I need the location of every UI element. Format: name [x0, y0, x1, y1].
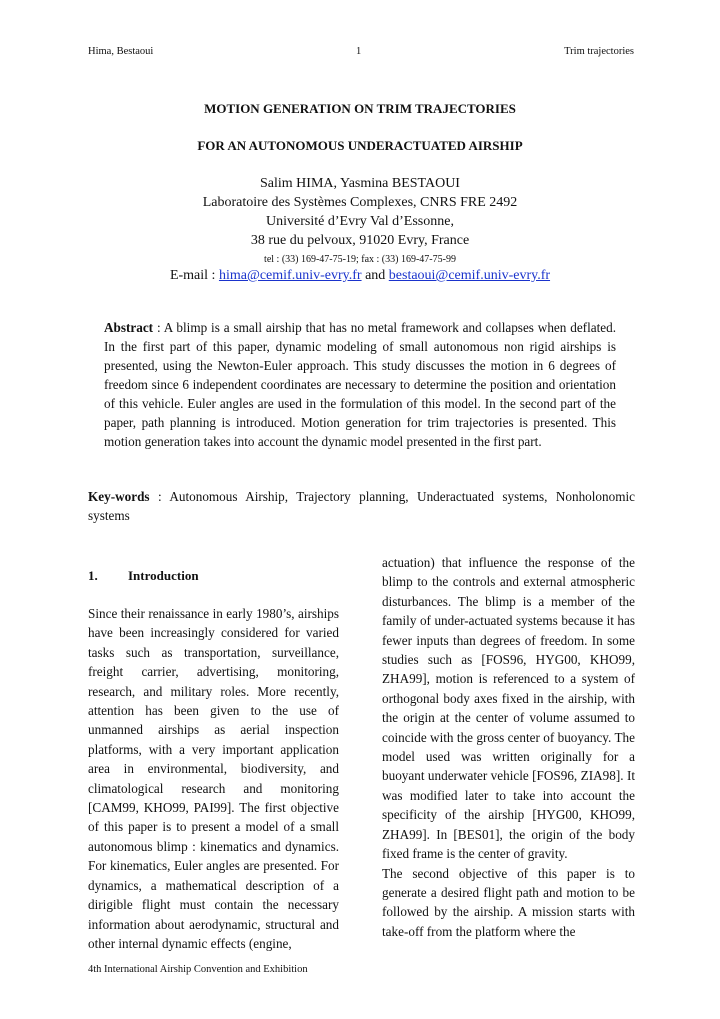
section-title: Introduction — [128, 568, 199, 583]
email-link-hima[interactable]: hima@cemif.univ-evry.fr — [218, 268, 362, 283]
keywords-label: Key-words — [88, 489, 150, 504]
email-and: and — [361, 268, 389, 283]
abstract-label: Abstract — [104, 320, 154, 335]
intro-paragraph-1-continued: actuation) that influence the response of the blimp to the controls and external atmospheric disturbances. The blimp is a member of the family of under-actuated systems because it has fewer inputs than degrees of freedom. In some studies such as [FOS96, HYG00, KHO99, ZHA99], motion is referenced to a system of orthogonal body axes fixed in the airship, with the origin at the center of volume assumed to coincide with the gross center of buoyancy. The model used was written originally for a buoyant underwater vehicle [FOS96, ZIA98]. It was modified later to take into account the specificity of the airship [HYG00, KHO99, ZHA99]. In [BES01], the origin of the body fixed frame is the center of gravity. — [382, 555, 635, 862]
paper-title-line1: MOTION GENERATION ON TRIM TRAJECTORIES — [204, 101, 516, 116]
author-address: 38 rue du pelvoux, 91020 Evry, France — [250, 233, 470, 248]
author-university: Université d’Evry Val d’Essonne, — [266, 214, 454, 229]
right-column — [382, 553, 635, 941]
left-column — [88, 604, 339, 953]
running-header-title: Trim trajectories — [564, 46, 634, 57]
email-prefix: E-mail : — [169, 268, 219, 283]
paper-title-line2: FOR AN AUTONOMOUS UNDERACTUATED AIRSHIP — [197, 138, 523, 153]
page-number: 1 — [356, 46, 362, 57]
page-footer: 4th International Airship Convention and Exhibition — [88, 964, 308, 975]
abstract — [104, 318, 616, 451]
section-heading-introduction — [88, 568, 199, 584]
email-link-bestaoui[interactable]: bestaoui@cemif.univ-evry.fr — [388, 268, 551, 283]
section-number: 1. — [88, 568, 98, 583]
author-names: Salim HIMA, Yasmina BESTAOUI — [260, 176, 460, 191]
intro-paragraph-1: Since their renaissance in early 1980’s, airships have been increasingly considered for varied tasks such as transportation, surveillance, freight carrier, advertising, monitoring, research, and military roles. More recently, attention has been given to the use of unmanned airships as aerial inspection platforms, with a very important application area in environmental, biodiversity, and climatological research and monitoring [CAM99, KHO99, PAI99]. The first objective of this paper is to present a model of a small autonomous blimp : kinematics and dynamics. For kinematics, Euler angles are presented. For dynamics, a mathematical description of a dirigible flight must contain the necessary information about aerodynamic, structural and other internal dynamic effects (engine, — [88, 606, 339, 951]
author-lab: Laboratoire des Systèmes Complexes, CNRS FRE 2492 — [202, 195, 518, 210]
keywords — [88, 487, 635, 525]
running-header-authors: Hima, Bestaoui — [88, 46, 154, 57]
author-phone: tel : (33) 169-47-75-19; fax : (33) 169-47-75-99 — [264, 254, 456, 265]
author-email-line — [0, 266, 720, 285]
abstract-text: : A blimp is a small airship that has no metal framework and collapses when deflated. In the first part of this paper, dynamic modeling of small autonomous non rigid airships is presented, using the Newton-Euler approach. This study discusses the motion in 6 degrees of freedom since 6 independent coordinates are necessary to determine the position and orientation of this vehicle. Euler angles are used in the formulation of this model. In the second part of the paper, path planning is introduced. Motion generation for trim trajectories is presented. This motion generation takes into account the dynamic model presented in the first part. — [104, 320, 616, 449]
keywords-text: : Autonomous Airship, Trajectory planning, Underactuated systems, Nonholonomic systems — [88, 489, 635, 523]
intro-paragraph-2: The second objective of this paper is to generate a desired flight path and motion to be followed by the airship. A mission starts with take-off from the platform where the — [382, 865, 635, 939]
